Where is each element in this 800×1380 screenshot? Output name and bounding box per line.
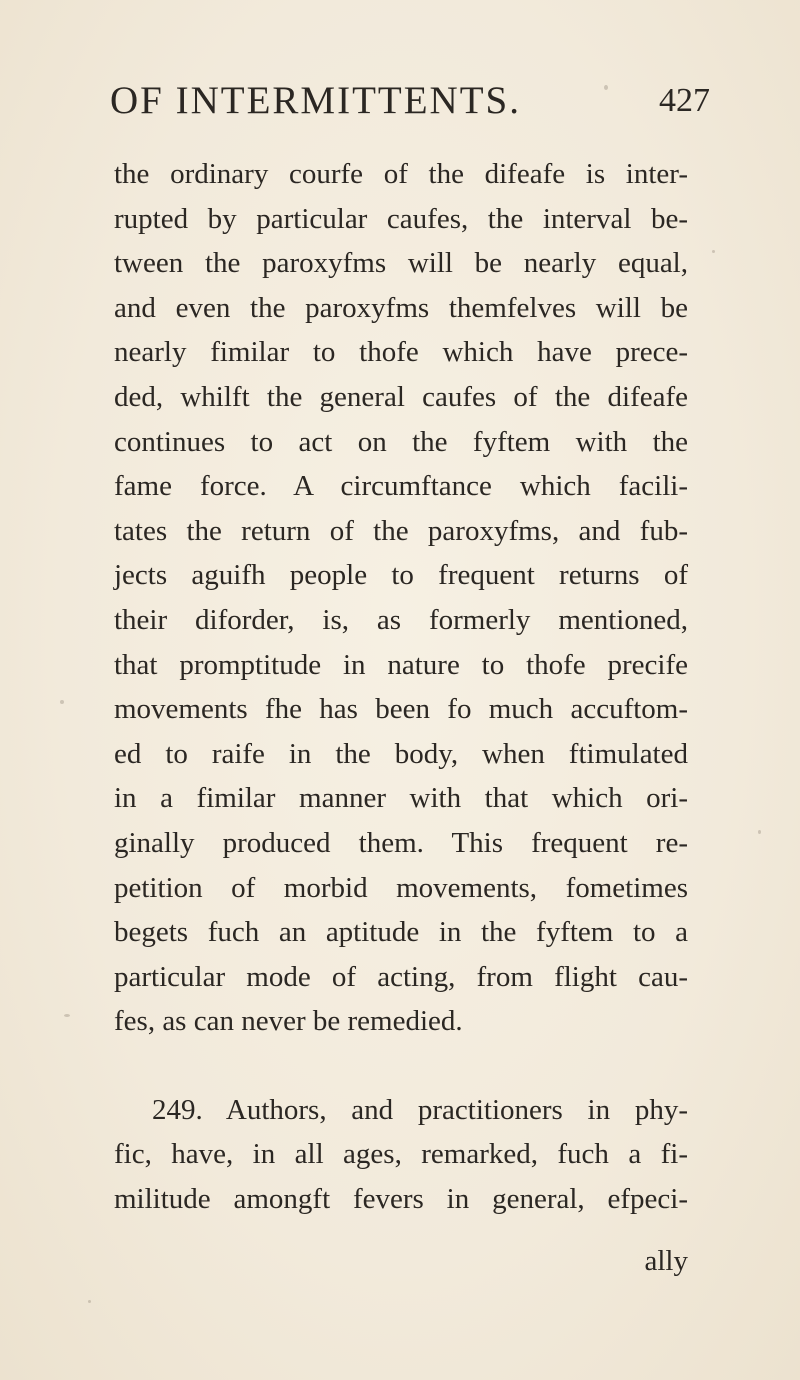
paper-speck [64, 1014, 70, 1017]
paper-speck [758, 830, 761, 834]
paper-speck [60, 700, 64, 704]
text-line: petition of morbid movements, fometimes [114, 871, 688, 904]
text-line: rupted by particular caufes, the interval be- [114, 202, 688, 235]
paper-speck [88, 1300, 91, 1303]
running-head: OF INTERMITTENTS. [110, 79, 521, 122]
text-line: tween the paroxyfms will be nearly equal, [114, 247, 688, 280]
text-line: begets fuch an aptitude in the fyftem to a [114, 916, 688, 949]
text-line: continues to act on the fyftem with the [114, 425, 688, 458]
text-line: in a fimilar manner with that which ori- [114, 782, 688, 815]
catchword: ally [644, 1245, 688, 1277]
text-line: their diforder, is, as formerly mentioned, [114, 603, 688, 636]
text-line: tates the return of the paroxyfms, and fub- [114, 514, 688, 547]
text-line: ed to raife in the body, when ftimulated [114, 737, 688, 770]
text-line: militude amongft fevers in general, efpeci- [114, 1183, 688, 1216]
body-text [114, 152, 688, 1222]
page-header [110, 78, 710, 138]
text-line: and even the paroxyfms themfelves will be [114, 291, 688, 324]
paper-speck [712, 250, 715, 253]
text-line: ginally produced them. This frequent re- [114, 826, 688, 859]
text-line: ded, whilft the general caufes of the difeafe [114, 380, 688, 413]
text-line: nearly fimilar to thofe which have prece- [114, 336, 688, 369]
text-line: fame force. A circumftance which facili- [114, 470, 688, 503]
text-line: particular mode of acting, from flight cau- [114, 960, 688, 993]
text-line: fes, as can never be remedied. [114, 1005, 463, 1038]
paragraph-gap [114, 1044, 688, 1088]
page-number: 427 [659, 82, 710, 119]
paper-speck [604, 85, 608, 90]
section-249-first-line: 249. Authors, and practitioners in phy- [152, 1093, 688, 1126]
text-line: jects aguifh people to frequent returns of [114, 559, 688, 592]
text-line: that promptitude in nature to thofe precife [114, 648, 688, 681]
text-line: the ordinary courfe of the difeafe is inter- [114, 158, 688, 190]
text-line: fic, have, in all ages, remarked, fuch a fi- [114, 1138, 688, 1171]
text-line: movements fhe has been fo much accuftom- [114, 693, 688, 726]
